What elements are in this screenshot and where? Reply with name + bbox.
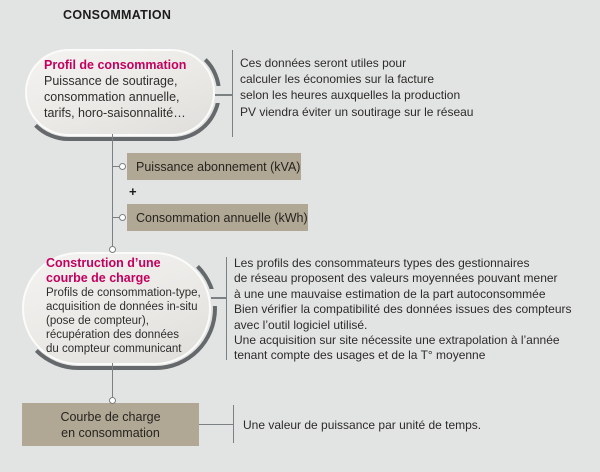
note2-line: Bien vérifier la compatibilité des données issues des compteurs (234, 302, 572, 317)
note1-tick-line (215, 94, 232, 96)
pill2-text (46, 256, 201, 356)
box-consommation-annuelle-label: Consommation annuelle (kWh) (136, 210, 308, 225)
note-profil (240, 55, 473, 120)
pill1-line: consommation annuelle, (44, 90, 180, 104)
pill1-heading: Profil de consommation (44, 58, 187, 72)
pill2-line: acquisition de données in-situ (46, 301, 198, 313)
note1-bar-line (232, 50, 234, 137)
box-puissance-abonnement-label: Puissance abonnement (kVA) (136, 159, 301, 174)
pill2-line: Profils de consommation-type, (46, 287, 201, 299)
connector-dot (109, 246, 116, 253)
note2-line: tenant compte des usages et de la T° moyenne (234, 348, 486, 363)
pill1-line: Puissance de soutirage, (44, 74, 178, 88)
note3-bar-line (233, 405, 235, 443)
plus-operator: + (129, 184, 137, 199)
note2-tick-line (211, 297, 226, 299)
note1-line: calculer les économies sur la facture (240, 72, 435, 87)
box-puissance-abonnement (127, 153, 301, 180)
note-courbe (243, 417, 481, 433)
connector-dot (119, 214, 126, 221)
box-consommation-annuelle (127, 204, 308, 231)
connector-dot (119, 163, 126, 170)
result-box-line2: en consommation (61, 425, 160, 440)
note1-line: PV viendra éviter un soutirage sur le réseau (240, 104, 474, 119)
note2-line: à une une mauvaise estimation de la part autoconsommée (234, 286, 546, 301)
pill2-line: (pose de compteur), (46, 315, 149, 327)
pill2-line: du compteur communicant (46, 343, 182, 355)
note3-line: Une valeur de puissance par unité de temps. (243, 418, 482, 432)
result-box-line1: Courbe de charge (60, 409, 161, 424)
note-construction (234, 256, 572, 364)
pill2-heading-line2: courbe de charge (46, 271, 151, 285)
pill1-text (44, 57, 186, 121)
note2-line: avec l’outil logiciel utilisé. (234, 317, 368, 332)
connector-line-vertical (112, 134, 114, 249)
pill2-line: récupération des données (46, 329, 179, 341)
note2-line: Une acquisition sur site nécessite une extrapolation à l’année (234, 333, 560, 348)
note2-bar-line (226, 257, 228, 360)
pill1-line: tarifs, horo-saisonnalité… (44, 106, 186, 120)
diagram-title: CONSOMMATION (63, 8, 172, 22)
pill2-heading-line1: Construction d’une (46, 256, 161, 270)
box-courbe-de-charge (22, 403, 199, 446)
note2-line: Les profils des consommateurs types des gestionnaires (234, 256, 530, 270)
note2-line: de réseau proposent des valeurs moyennées pouvant mener (234, 271, 558, 286)
note3-tick-line (199, 424, 233, 426)
connector-dot (109, 397, 116, 404)
note1-line: Ces données seront utiles pour (240, 56, 407, 70)
note1-line: selon les heures auxquelles la production (240, 88, 461, 103)
connector-line-vertical (112, 363, 114, 399)
